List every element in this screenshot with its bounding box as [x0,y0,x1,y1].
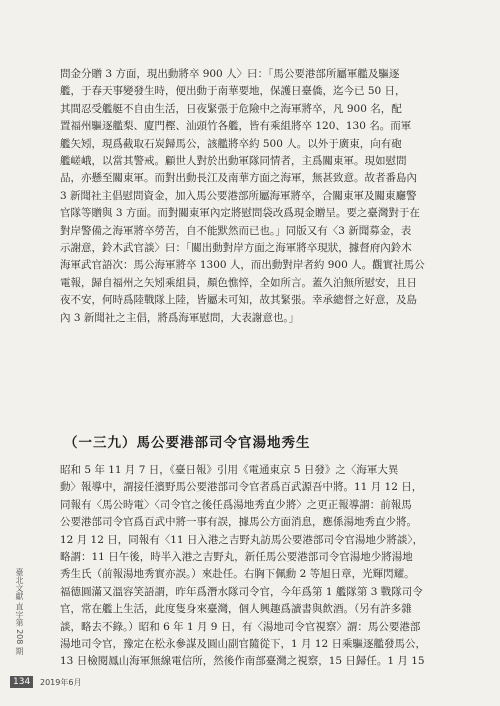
text-line: 置福州驅逐艦梨、廈門樫、汕頭竹各艦，皆有乘組將卒 120、130 名。而軍 [60,120,412,133]
text-line: 對岸警備之海軍將卒勞苦，自不能默然而已也。」同版又有〈3 新聞募金，表 [60,224,412,237]
section-heading: （一三九）馬公要港部司令官湯地秀生 [64,435,311,451]
text-line: 示謝意，鈴木武官談〉曰：「關出動對岸方面之海軍將卒現狀，據督府內鈴木 [60,242,412,255]
text-line: 13 日檢閱鳳山海軍無線電信所，然後作南部臺灣之視察，15 日歸任。1 月 15 [60,655,425,668]
issue-date: 2019年6月 [40,678,82,687]
text-line: 官，常在艦上生活，此度隻身來臺灣，個人興趣爲讀書與飲酒。（另有許多雜 [60,603,412,616]
text-line: 艦矢矧，現爲截取石炭歸馬公，該艦將卒約 500 人。以外于廣東，向有砲 [60,137,402,150]
body-paragraph-2 [60,462,460,671]
text-line: 內 3 新聞社之主倡，將爲海軍慰問，大表謝意也。」 [60,311,300,324]
text-line: 品，亦懸至關東軍。而對出動長江及南華方面之海軍，無甚致意。故者番島內 [60,172,417,185]
text-line: 3 新聞社主倡慰問資金，加入馬公要港部所屬海軍將卒，合關東軍及關東廳警 [60,189,417,202]
text-line: 福德圓滿又溫容笑語謂，昨年爲潛水隊司令官，今年爲第 1 艦隊第 3 戰隊司令 [60,585,423,598]
text-line: 夜不安，何時爲陸戰隊上陸，皆屬未可知，故其緊張。幸承總督之好意，及島 [60,294,417,307]
text-line: 公要港部司令官爲百武中將一事有誤，據馬公方面消息，應係湯地秀直少將。 [60,516,417,529]
text-line: 昭和 5 年 11 月 7 日，《臺日報》引用《電通東京 5 日發》之〈海軍大異 [60,464,399,476]
text-line: 12 月 12 日，同報有〈11 日入港之吉野丸訪馬公要港部司令官湯地少將談〉， [60,533,424,546]
text-line: 動〉報導中，謂接任濱野馬公要港部司令官者爲百武源吾中將。11 月 12 日， [60,481,423,494]
text-line: 艦嵯峨，以當其警戒。顧世人對於出動軍隊同情者，主爲關東軍。現如慰問 [60,155,407,168]
text-line: 略謂：11 日午後，時半入港之吉野丸，新任馬公要港部司令官湯地少將湯地 [60,551,413,564]
page-number: 134 [10,676,33,688]
text-line: 電報，歸自福州之矢矧乘組員，顏色憔悴，全如所言。蓋久泊無所慰安，且日 [60,276,417,289]
text-line: 同報有〈馬公時電〉〈司令官之後任爲湯地秀直少將〉之更正報導謂：前報馬 [60,498,412,511]
text-line: 湯地司令官，豫定在松永參謀及圓山副官隨從下，1 月 12 日乘驅逐艦發馬公， [60,638,427,651]
text-line: 問金分贈 3 方面，現出動將卒 900 人〉曰：「馬公要港部所屬軍艦及驅逐 [60,68,400,80]
text-line: 海軍武官語次：馬公海軍將卒 1300 人，而出動對岸者約 900 人。觀實社馬公 [60,259,425,272]
text-line: 其間忍受艦艇不自由生活，日夜緊張于危險中之海軍將卒，凡 900 名，配 [60,102,402,115]
journal-side-label: 臺北文獻 直字第 208 期 [15,568,24,655]
body-paragraph-1 [60,66,460,327]
text-line: 談，略去不錄。）昭和 6 年 1 月 9 日，有〈湯地司令官視察〉謂：馬公要港部 [60,620,421,633]
text-line: 秀生氏（前報湯地秀實亦誤。）來赴任。右胸下佩勳 2 等旭日章，光輝閃耀。 [60,568,415,581]
text-line: 官隊等贈與 3 方面。而對關東軍內定將慰問袋改爲現金贈呈。要之臺灣對于在 [60,207,420,220]
text-line: 艦，于春天事變發生時，便出動于南華要地，保護日臺僑，迄今已 50 日， [60,85,406,98]
